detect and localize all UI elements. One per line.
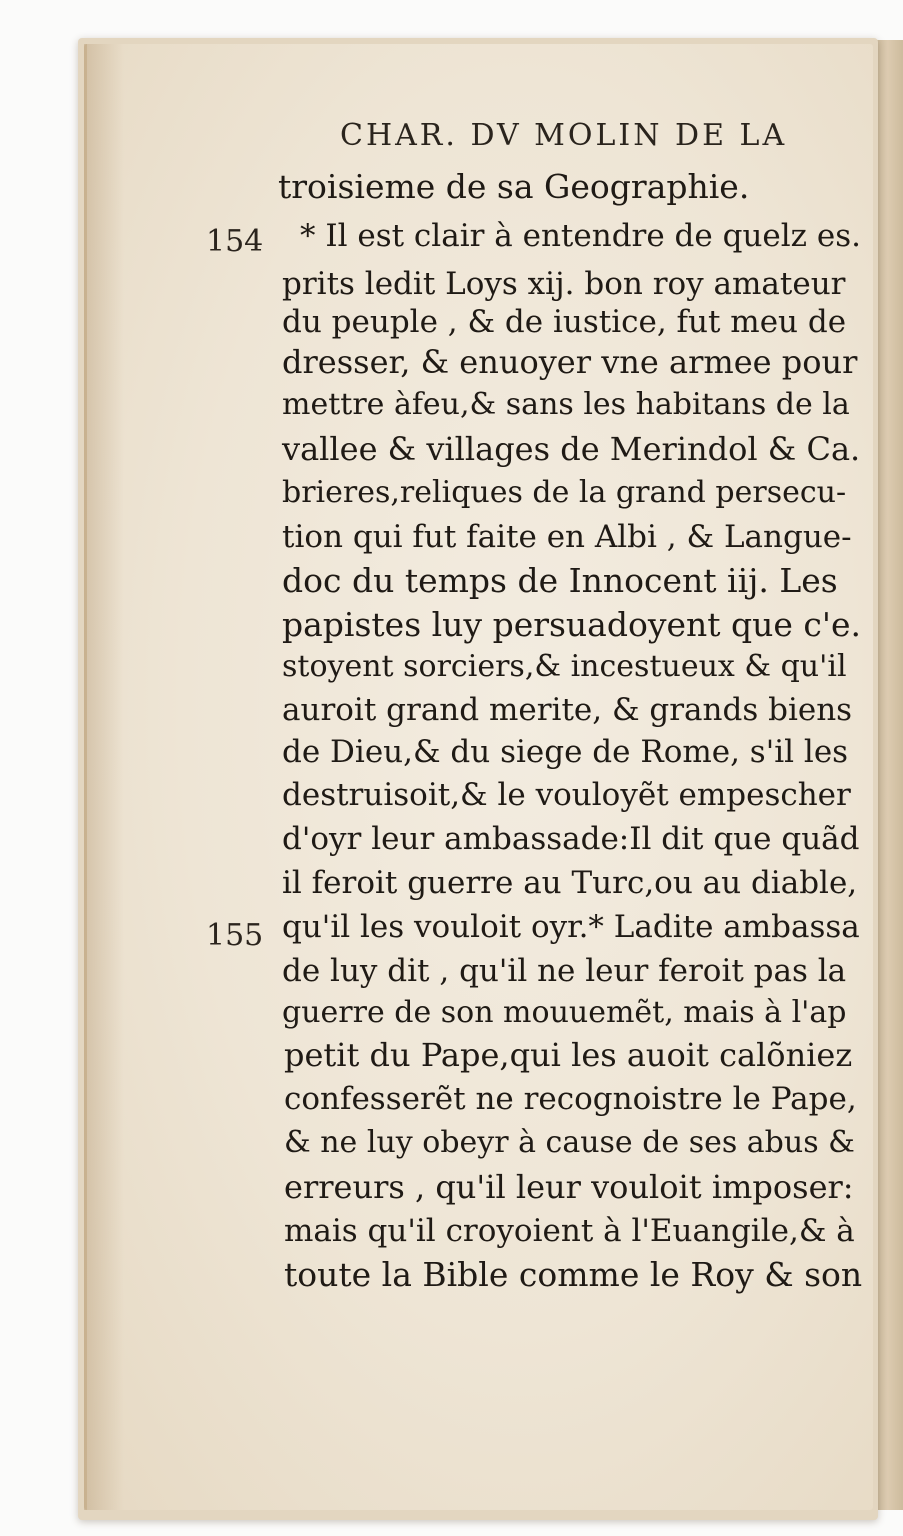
text-line: mettre àfeu,& sans les habitans de la bbox=[282, 387, 850, 422]
text-line: dresser, & enuoyer vne armee pour bbox=[282, 343, 858, 381]
text-line: petit du Pape,qui les auoit calõniez bbox=[284, 1036, 853, 1074]
margin-number-154: 154 bbox=[206, 224, 264, 259]
text-line: prits ledit Loys xij. bon roy amateur bbox=[282, 266, 846, 302]
text-line: doc du temps de Innocent iij. Les bbox=[282, 561, 838, 600]
text-line: destruisoit,& le vouloyẽt empescher bbox=[282, 777, 851, 813]
text-line: erreurs , qu'il leur vouloit imposer: bbox=[284, 1168, 854, 1206]
text-line: de luy dit , qu'il ne leur feroit pas la bbox=[282, 953, 847, 989]
text-line: toute la Bible comme le Roy & son bbox=[284, 1255, 863, 1294]
text-line: il feroit guerre au Turc,ou au diable, bbox=[282, 865, 858, 901]
text-line: troisieme de sa Geographie. bbox=[278, 167, 750, 206]
text-line: mais qu'il croyoient à l'Euangile,& à bbox=[284, 1213, 855, 1249]
text-line: stoyent sorciers,& incestueux & qu'il bbox=[282, 649, 847, 684]
text-line: qu'il les vouloit oyr.* Ladite ambassa bbox=[282, 909, 860, 945]
gutter-shadow bbox=[84, 44, 124, 1510]
text-line: vallee & villages de Merindol & Ca. bbox=[282, 430, 861, 468]
text-line: brieres,reliques de la grand persecu- bbox=[282, 475, 847, 510]
margin-number-155: 155 bbox=[206, 918, 264, 953]
text-line: du peuple , & de iustice, fut meu de bbox=[282, 304, 847, 340]
running-head: CHAR. DV MOLIN DE LA bbox=[340, 118, 788, 153]
text-line: confesserẽt ne recognoistre le Pape, bbox=[284, 1081, 857, 1117]
text-line: & ne luy obeyr à cause de ses abus & bbox=[284, 1125, 855, 1160]
text-line: guerre de son mouuemẽt, mais à l'ap bbox=[282, 995, 847, 1030]
text-line: * Il est clair à entendre de quelz es. bbox=[300, 218, 861, 254]
text-line: tion qui fut faite en Albi , & Langue- bbox=[282, 519, 852, 555]
text-line: papistes luy persuadoyent que c'e. bbox=[282, 605, 861, 644]
text-line: auroit grand merite, & grands biens bbox=[282, 692, 853, 728]
text-line: d'oyr leur ambassade:Il dit que quãd bbox=[282, 821, 860, 857]
text-line: de Dieu,& du siege de Rome, s'il les bbox=[282, 734, 849, 770]
